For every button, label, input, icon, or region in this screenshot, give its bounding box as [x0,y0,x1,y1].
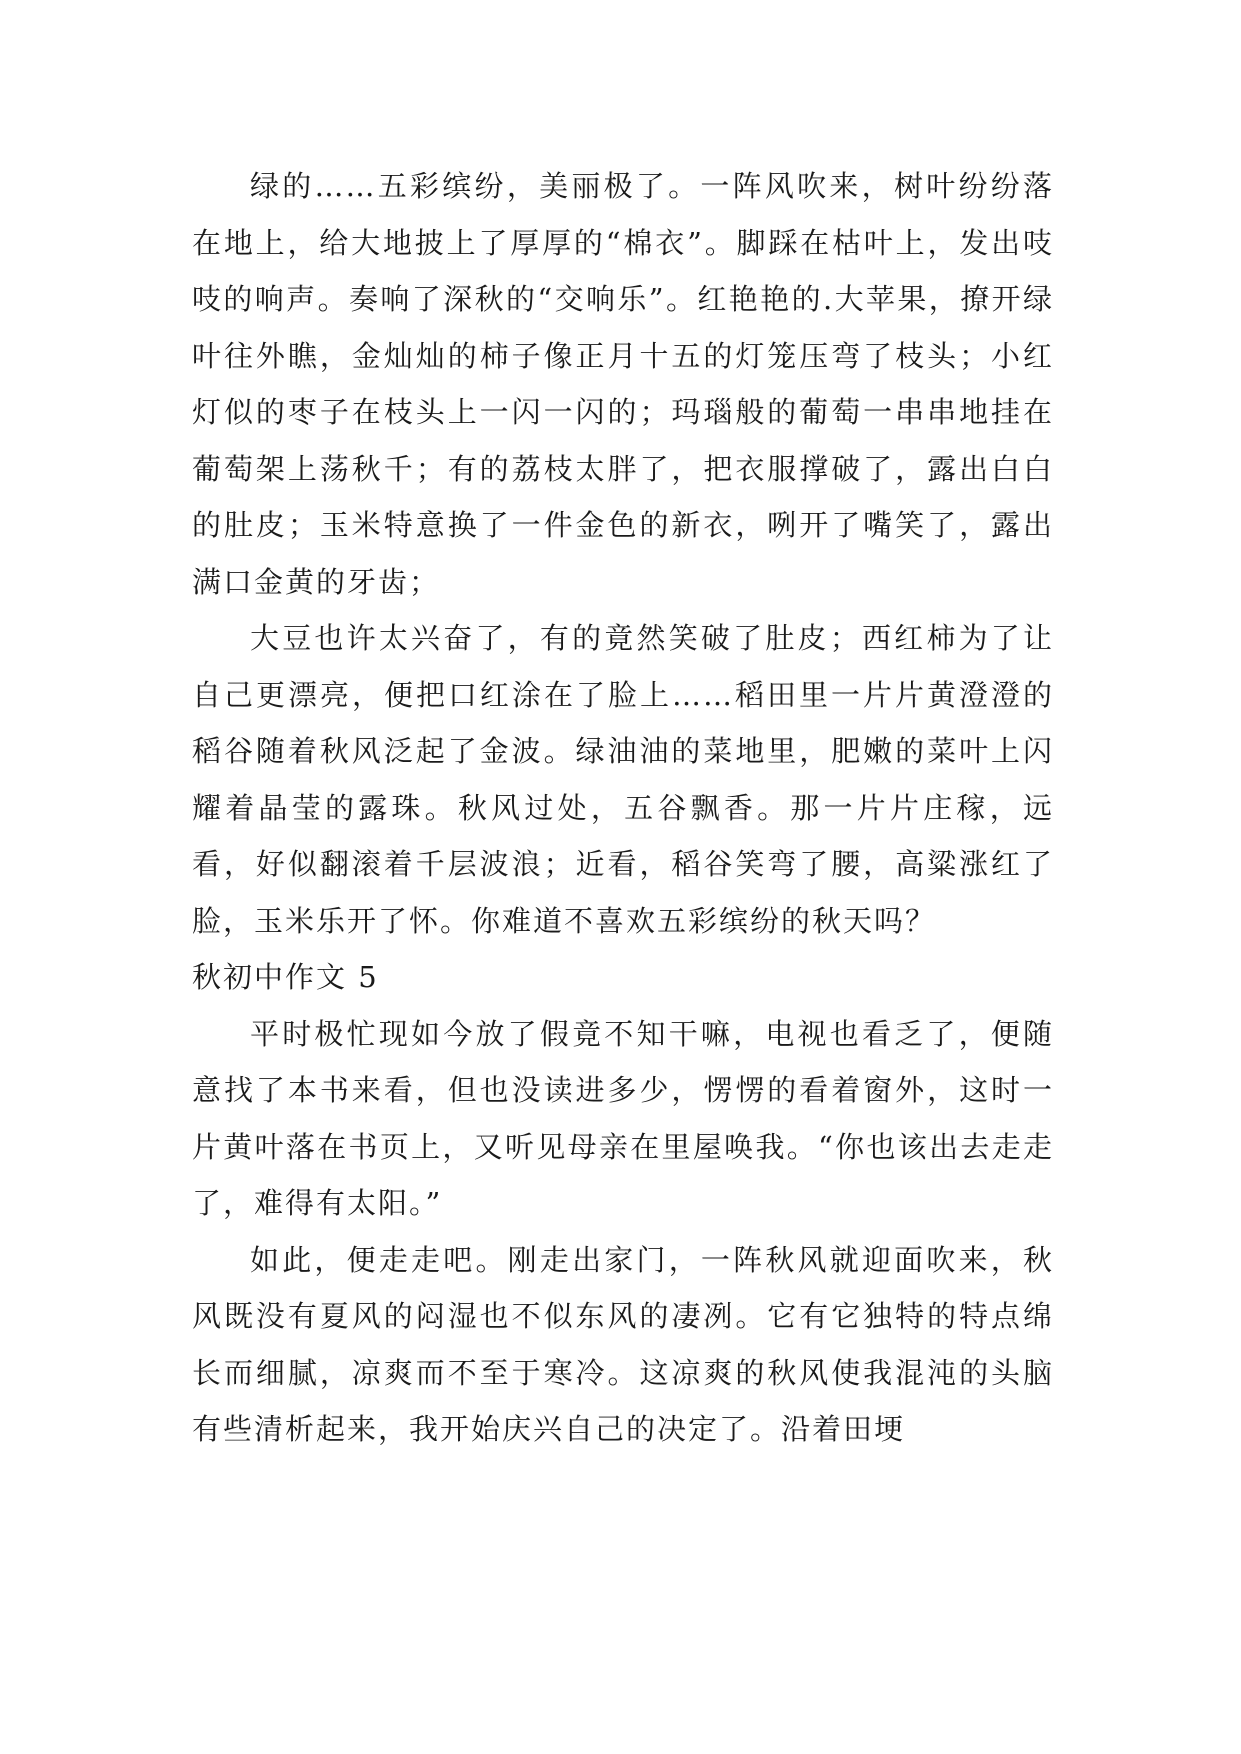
section-heading: 秋初中作文 5 [192,960,379,994]
document-body [192,158,1054,1458]
paragraph-1: 绿的……五彩缤纷，美丽极了。一阵风吹来，树叶纷纷落在地上，给大地披上了厚厚的“棉衣”。脚踩在枯叶上，发出吱吱的响声。奏响了深秋的“交响乐”。红艳艳的.大苹果，撩开绿叶往外瞧，金灿灿的柿子像正月十五的灯笼压弯了枝头；小红灯似的枣子在枝头上一闪一闪的；玛瑙般的葡萄一串串地挂在葡萄架上荡秋千；有的荔枝太胖了，把衣服撑破了，露出白白的肚皮；玉米特意换了一件金色的新衣，咧开了嘴笑了，露出满口金黄的牙齿； [192,169,1054,599]
paragraph-4: 如此，便走走吧。刚走出家门，一阵秋风就迎面吹来，秋风既没有夏风的闷湿也不似东风的凄冽。它有它独特的特点绵长而细腻，凉爽而不至于寒冷。这凉爽的秋风使我混沌的头脑有些清析起来，我开始庆兴自己的决定了。沿着田埂 [192,1242,1054,1446]
paragraph-3: 平时极忙现如今放了假竟不知干嘛，电视也看乏了，便随意找了本书来看，但也没读进多少，愣愣的看着窗外，这时一片黄叶落在书页上，又听见母亲在里屋唤我。“你也该出去走走了，难得有太阳。” [192,1016,1054,1220]
paragraph-2: 大豆也许太兴奋了，有的竟然笑破了肚皮；西红柿为了让自己更漂亮，便把口红涂在了脸上……稻田里一片片黄澄澄的稻谷随着秋风泛起了金波。绿油油的菜地里，肥嫩的菜叶上闪耀着晶莹的露珠。秋风过处，五谷飘香。那一片片庄稼，远看，好似翻滚着千层波浪；近看，稻谷笑弯了腰，高粱涨红了脸，玉米乐开了怀。你难道不喜欢五彩缤纷的秋天吗？ [192,621,1054,938]
